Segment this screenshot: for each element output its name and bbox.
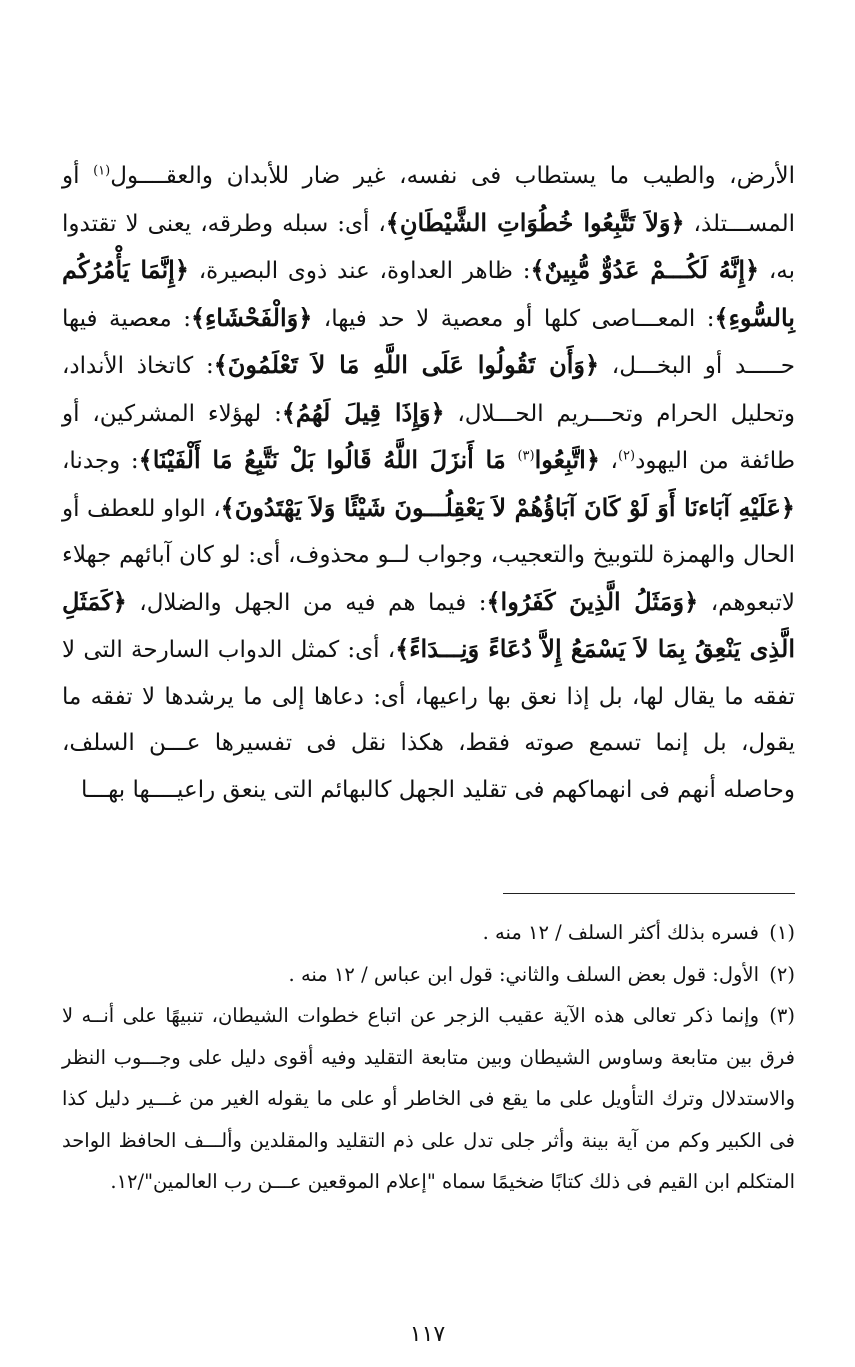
footnote-number: (٣): [769, 1004, 795, 1027]
commentary-text: : وجدنا،: [62, 448, 139, 474]
commentary-text: : فيما هم فيه من الجهل والضلال،: [126, 589, 487, 616]
commentary-paragraph: [62, 153, 795, 813]
quran-verse: ﴿اتَّبِعُوا: [534, 445, 600, 474]
quran-verse: ﴿وَلاَ تَتَّبِعُوا خُطُوَاتِ الشَّيْطَانِ﴾: [385, 207, 685, 237]
footnote-text: الأول: قول بعض السلف والثاني: قول ابن عباس / ١٢ منه .: [288, 962, 759, 986]
footnote: [62, 912, 795, 954]
quran-verse: ﴿إِنَّمَا يَأْمُرُكُم بِالسُّوءِ﴾: [62, 255, 795, 332]
footnote-reference: (٢): [617, 448, 636, 464]
commentary-text: ، أى: كمثل الدواب السارحة التى لا تفقه ما يقال لها، بل إذا نعق بها راعيها، أى: دعاها إلى ما يرشدها لا تفقه ما يقول، بل إنما تسمع صوته فقط، هكذا نقل فى تفسيرها عـــن السلف، وحاصله أنهم فى انهماكهم فى تقليد الجهل كالبهائم التى ينعق راعيــــها بهـــا: [62, 637, 795, 803]
footnote-reference: (٣): [517, 448, 535, 464]
footnote-reference: (١): [93, 163, 111, 179]
quran-verse: ﴿كَمَثَلِ الَّذِى يَنْعِقُ بِمَا لاَ يَسْمَعُ إِلاَّ دُعَاءً وَنِـــدَاءً﴾: [62, 586, 795, 663]
quran-verse: ﴿وَمَثَلُ الَّذِينَ كَفَرُوا﴾: [486, 586, 699, 616]
commentary-text: : المعـــاصى كلها أو معصية لا حد فيها،: [312, 305, 715, 332]
quran-verse: مَا أَنزَلَ اللَّهُ قَالُوا بَلْ نَتَّبِعُ مَا أَلْفَيْنَا﴾: [138, 445, 518, 474]
commentary-text: : ظاهر العداوة، عند ذوى البصيرة،: [188, 258, 531, 284]
commentary-text: أو المســـتلذ،: [62, 163, 795, 237]
commentary-text: الأرض، والطيب ما يستطاب فى نفسه، غير ضار للأبدان والعقــــول: [110, 163, 795, 189]
commentary-text: : معصية فيها حـــــد أو البخـــل،: [62, 305, 795, 379]
quran-verse: ﴿وَإِذَا قِيلَ لَهُمُ﴾: [281, 397, 445, 427]
footnote: [62, 954, 795, 996]
page-number: ١١٧: [409, 1322, 446, 1347]
footnote-number: (٢): [769, 962, 795, 986]
main-text-block: [62, 130, 795, 836]
footnote-number: (١): [769, 921, 795, 944]
quran-verse: ﴿وَالْفَحْشَاءِ﴾: [190, 302, 313, 332]
footnote-text: فسره بذلك أكثر السلف / ١٢ منه .: [482, 921, 759, 944]
quran-verse: ﴿إِنَّهُ لَكُـــمْ عَدُوٌّ مُّبِينٌ﴾: [530, 255, 760, 284]
commentary-text: ،: [599, 448, 618, 474]
commentary-text: ، الواو للعطف أو الحال والهمزة للتوبيخ والتعجيب، وجواب لــو محذوف، أى: لو كان آبائهم جهلاء لاتبعوهم،: [62, 495, 795, 616]
footnote-divider: [503, 893, 795, 894]
footnote-text: وإنما ذكر تعالى هذه الآية عقيب الزجر عن اتباع خطوات الشيطان، تنبيهًا على أنــه لا فرق بين متابعة وساوس الشيطان وبين متابعة التقليد وفيه أقوى دليل على وجـــوب النظر والاستدلال وترك التأويل على ما يقع فى الخاطر أو على ما يقوله الغير من غـــير دليل كذا فى الكبير وكم من آية بينة وأثر جلى تدل على ذم التقليد والمقلدين وألـــف الحافظ الواحد المتكلم ابن القيم فى ذلك كتابًا ضخيمًا سماه "إعلام الموقعين عـــن رب العالمين"/١٢.: [62, 1004, 795, 1193]
footnote: [62, 995, 795, 1203]
commentary-text: ، أى: سبله وطرقه، يعنى لا تقتدوا به،: [62, 210, 795, 284]
commentary-text: : كاتخاذ الأنداد، وتحليل الحرام وتحـــريم الحـــلال،: [62, 353, 795, 427]
footnotes-block: [62, 912, 795, 1203]
quran-verse: ﴿عَلَيْهِ آبَاءنَا أَوَ لَوْ كَانَ آبَاؤُهُمْ لاَ يَعْقِلُـــونَ شَيْئًا وَلاَ يَهْتَدُونَ﴾: [220, 492, 795, 522]
quran-verse: ﴿وَأَن تَقُولُوا عَلَى اللَّهِ مَا لاَ تَعْلَمُونَ﴾: [213, 350, 600, 379]
commentary-text: : لهؤلاء المشركين، أو طائفة من اليهود: [62, 400, 796, 474]
